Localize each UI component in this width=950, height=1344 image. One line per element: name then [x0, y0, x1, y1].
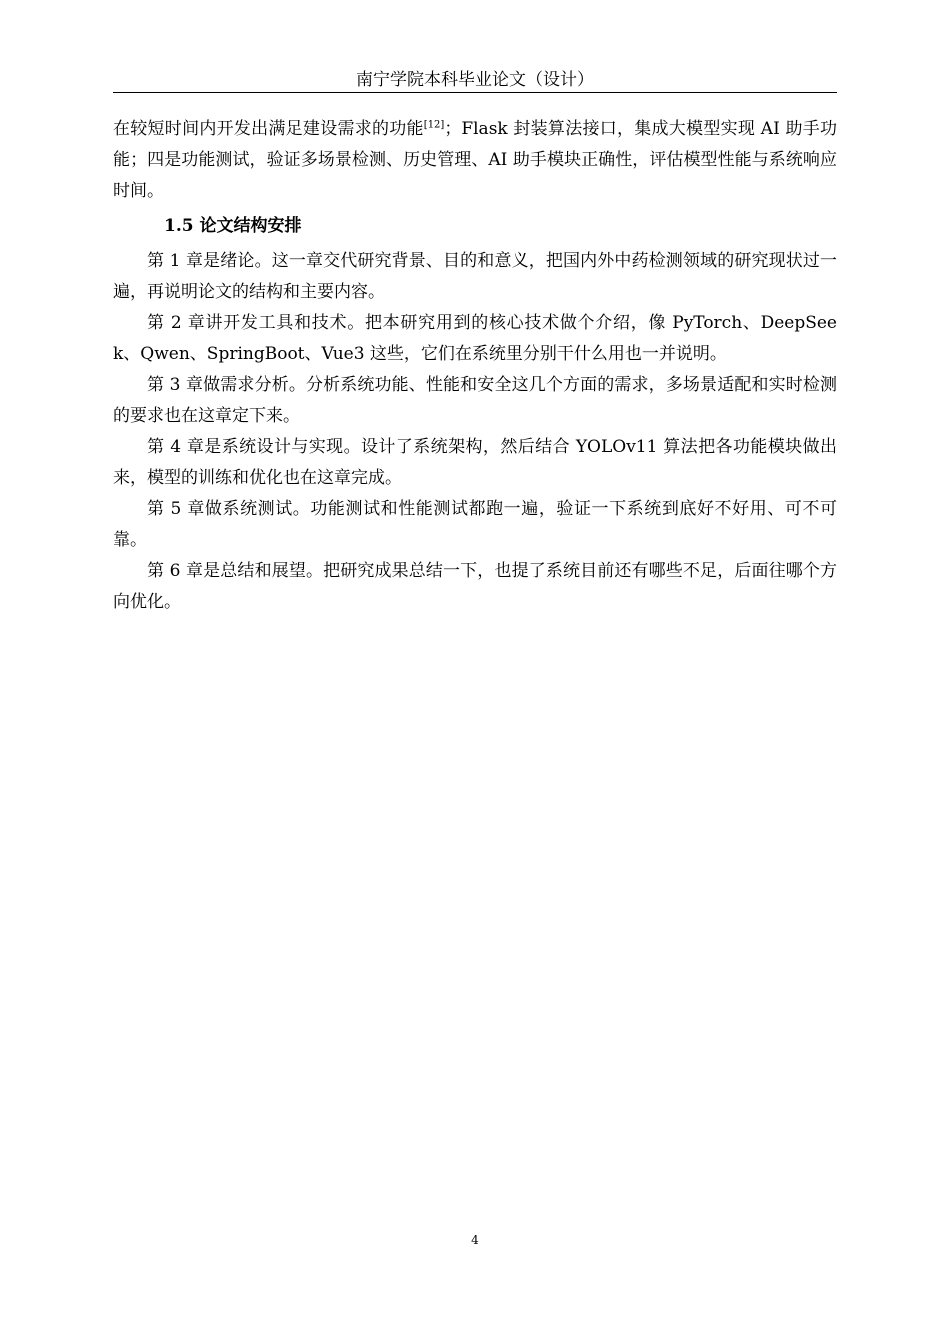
header-rule	[113, 92, 837, 93]
chapter-1-paragraph: 第 1 章是绪论。这一章交代研究背景、目的和意义，把国内外中药检测领域的研究现状过一遍，再说明论文的结构和主要内容。	[113, 251, 837, 302]
chapter-3-paragraph: 第 3 章做需求分析。分析系统功能、性能和安全这几个方面的需求，多场景适配和实时检测的要求也在这章定下来。	[113, 375, 837, 426]
page-header: 南宁学院本科毕业论文（设计）	[356, 70, 594, 90]
section-heading: 1.5 论文结构安排	[164, 216, 302, 236]
chapter-5-paragraph: 第 5 章做系统测试。功能测试和性能测试都跑一遍，验证一下系统到底好不好用、可不可靠。	[113, 499, 837, 550]
chapter-6-paragraph: 第 6 章是总结和展望。把研究成果总结一下，也提了系统目前还有哪些不足，后面往哪个方向优化。	[113, 561, 837, 612]
body-text	[113, 114, 837, 618]
chapter-4-paragraph: 第 4 章是系统设计与实现。设计了系统架构，然后结合 YOLOv11 算法把各功能模块做出来，模型的训练和优化也在这章完成。	[113, 437, 837, 488]
page-number: 4	[471, 1233, 479, 1247]
chapter-2-paragraph: 第 2 章讲开发工具和技术。把本研究用到的核心技术做个介绍，像 PyTorch、DeepSeek、Qwen、SpringBoot、Vue3 这些，它们在系统里分别干什么用也一并说明。	[113, 313, 837, 364]
intro-paragraph-part1: 在较短时间内开发出满足建设需求的功能	[113, 119, 424, 139]
citation-marker: [12]	[423, 119, 445, 131]
intro-paragraph-part2: ；Flask 封装算法接口，集成大模型实现 AI 助手功能；四是功能测试，验证多场景检测、历史管理、AI 助手模块正确性，评估模型性能与系统响应时间。	[113, 119, 837, 201]
intro-paragraph	[113, 114, 837, 207]
